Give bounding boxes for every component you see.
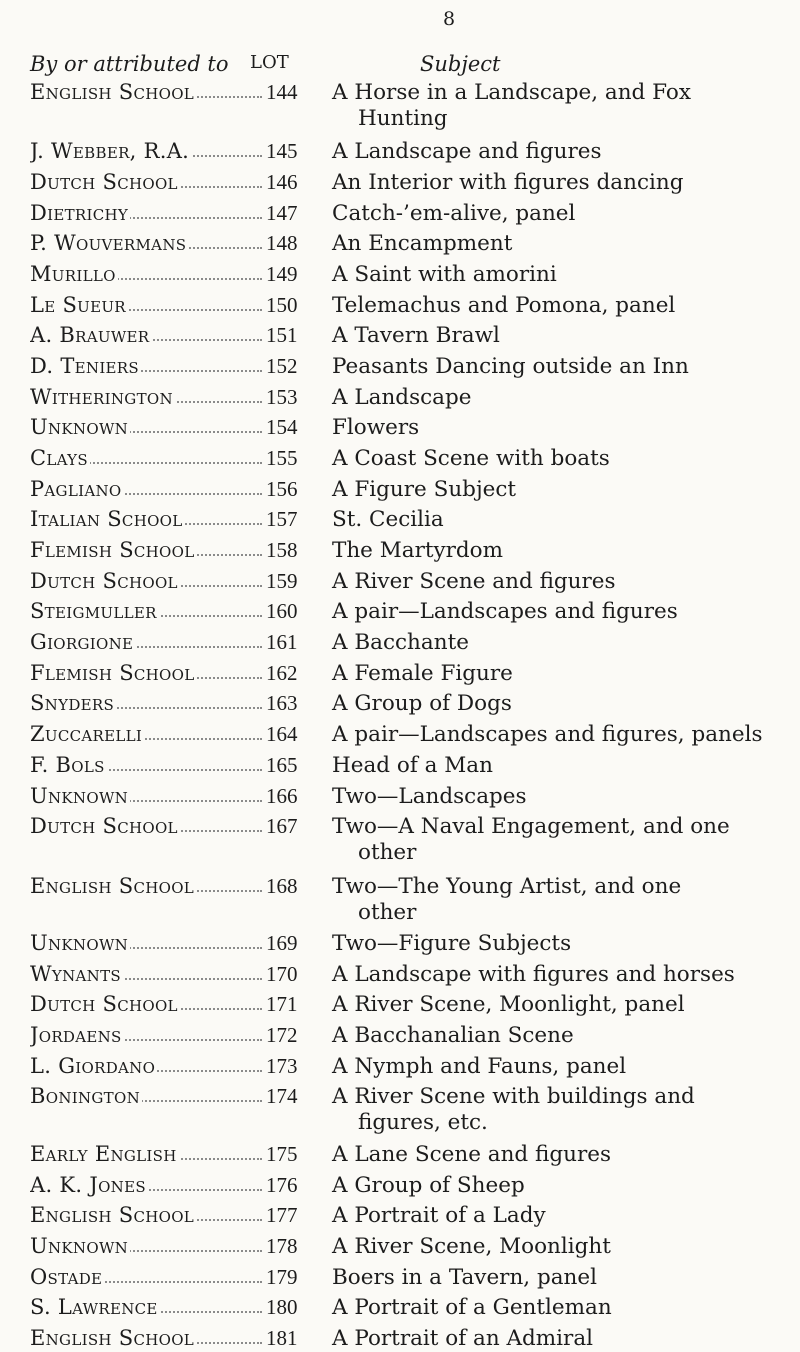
artist-name: Pagliano — [30, 477, 262, 501]
artist-name: English School — [30, 874, 262, 898]
subject-text: Head of a Man — [332, 753, 493, 778]
artist-name: Snyders — [30, 691, 262, 715]
lot-number: 150 — [266, 293, 298, 317]
subject-text: Two—The Young Artist, and one other — [332, 874, 780, 926]
artist-name: English School — [30, 80, 262, 104]
column-header-lot: LOT — [250, 52, 289, 73]
lot-number: 155 — [266, 446, 298, 470]
subject-text: A Landscape — [332, 385, 472, 410]
subject-text: A Bacchanalian Scene — [332, 1023, 574, 1048]
subject-continuation: figures, etc. — [358, 1110, 488, 1135]
artist-name: Unknown — [30, 784, 262, 808]
lot-number: 170 — [266, 962, 298, 986]
subject-text: A Lane Scene and figures — [332, 1142, 612, 1167]
subject-text: St. Cecilia — [332, 507, 444, 532]
artist-name: J. Webber, R.A. — [30, 139, 262, 163]
artist-name: Flemish School — [30, 538, 262, 562]
lot-number: 165 — [266, 753, 298, 777]
lot-number: 160 — [266, 599, 298, 623]
subject-text: A Saint with amorini — [332, 262, 557, 287]
lot-number: 166 — [266, 784, 298, 808]
artist-name: A. Brauwer — [30, 323, 262, 347]
artist-name: F. Bols — [30, 753, 262, 777]
artist-name: Jordaens — [30, 1023, 262, 1047]
lot-number: 178 — [266, 1234, 298, 1258]
subject-text: A Group of Sheep — [332, 1173, 525, 1198]
lot-number: 172 — [266, 1023, 298, 1047]
lot-number: 169 — [266, 931, 298, 955]
artist-name: Italian School — [30, 507, 262, 531]
artist-name: Unknown — [30, 1234, 262, 1258]
lot-number: 173 — [266, 1054, 298, 1078]
subject-continuation: other — [358, 840, 417, 865]
subject-text: Telemachus and Pomona, panel — [332, 293, 676, 318]
subject-text: An Interior with figures dancing — [332, 170, 684, 195]
artist-name: Zuccarelli — [30, 722, 262, 746]
subject-text: A River Scene and figures — [332, 569, 616, 594]
subject-text: A River Scene with buildings and figures, etc. — [332, 1084, 780, 1136]
lot-number: 171 — [266, 992, 298, 1016]
subject-text: A Bacchante — [332, 630, 469, 655]
artist-name: Dietrichy — [30, 201, 262, 225]
subject-text: An Encampment — [332, 231, 513, 256]
lot-number: 159 — [266, 569, 298, 593]
artist-name: Clays — [30, 446, 262, 470]
lot-number: 153 — [266, 385, 298, 409]
subject-text: A Group of Dogs — [332, 691, 512, 716]
subject-continuation: other — [358, 900, 417, 925]
artist-name: Giorgione — [30, 630, 262, 654]
subject-text: A Portrait of a Gentleman — [332, 1295, 612, 1320]
artist-name: Unknown — [30, 415, 262, 439]
lot-number: 174 — [266, 1084, 298, 1108]
page-number: 8 — [443, 8, 456, 30]
subject-text: A Figure Subject — [332, 477, 517, 502]
artist-name: Dutch School — [30, 814, 262, 838]
lot-number: 164 — [266, 722, 298, 746]
artist-name: Bonington — [30, 1084, 262, 1108]
lot-number: 144 — [266, 80, 298, 104]
lot-number: 162 — [266, 661, 298, 685]
subject-text: The Martyrdom — [332, 538, 504, 563]
subject-text: A River Scene, Moonlight — [332, 1234, 611, 1259]
lot-number: 175 — [266, 1142, 298, 1166]
lot-number: 156 — [266, 477, 298, 501]
artist-name: Flemish School — [30, 661, 262, 685]
artist-name: Dutch School — [30, 569, 262, 593]
subject-continuation: Hunting — [358, 106, 448, 131]
artist-name: Steigmuller — [30, 599, 262, 623]
subject-text: A Tavern Brawl — [332, 323, 500, 348]
artist-name: Ostade — [30, 1265, 262, 1289]
artist-name: English School — [30, 1203, 262, 1227]
artist-name: P. Wouvermans — [30, 231, 262, 255]
subject-text: A Nymph and Fauns, panel — [332, 1054, 627, 1079]
subject-text: Boers in a Tavern, panel — [332, 1265, 598, 1290]
artist-name: Dutch School — [30, 992, 262, 1016]
lot-number: 179 — [266, 1265, 298, 1289]
subject-text: A River Scene, Moonlight, panel — [332, 992, 685, 1017]
artist-name: English School — [30, 1326, 262, 1350]
artist-name: A. K. Jones — [30, 1173, 262, 1197]
column-header-subject: Subject — [420, 52, 501, 76]
subject-text: A Landscape and figures — [332, 139, 602, 164]
subject-text: Catch-’em-alive, panel — [332, 201, 576, 226]
artist-name: Unknown — [30, 931, 262, 955]
artist-name: Wynants — [30, 962, 262, 986]
lot-number: 181 — [266, 1326, 298, 1350]
subject-text: Two—Figure Subjects — [332, 931, 572, 956]
subject-text: A Landscape with figures and horses — [332, 962, 735, 987]
lot-number: 168 — [266, 874, 298, 898]
artist-name: Le Sueur — [30, 293, 262, 317]
column-header-artist: By or attributed to — [30, 52, 229, 76]
lot-number: 154 — [266, 415, 298, 439]
lot-number: 157 — [266, 507, 298, 531]
lot-number: 161 — [266, 630, 298, 654]
subject-text: Peasants Dancing outside an Inn — [332, 354, 689, 379]
artist-name: Murillo — [30, 262, 262, 286]
lot-number: 145 — [266, 139, 298, 163]
subject-text: A pair—Landscapes and figures, panels — [332, 722, 763, 747]
artist-name: L. Giordano — [30, 1054, 262, 1078]
subject-text: A pair—Landscapes and figures — [332, 599, 678, 624]
artist-name: S. Lawrence — [30, 1295, 262, 1319]
artist-name: Early English — [30, 1142, 262, 1166]
artist-name: Dutch School — [30, 170, 262, 194]
lot-number: 151 — [266, 323, 298, 347]
artist-name: D. Teniers — [30, 354, 262, 378]
subject-text: Two—Landscapes — [332, 784, 527, 809]
lot-number: 176 — [266, 1173, 298, 1197]
lot-number: 148 — [266, 231, 298, 255]
subject-text: A Female Figure — [332, 661, 513, 686]
subject-text: Flowers — [332, 415, 420, 440]
lot-number: 152 — [266, 354, 298, 378]
lot-number: 149 — [266, 262, 298, 286]
lot-number: 147 — [266, 201, 298, 225]
lot-number: 180 — [266, 1295, 298, 1319]
lot-number: 163 — [266, 691, 298, 715]
lot-number: 167 — [266, 814, 298, 838]
artist-name: Witherington — [30, 385, 262, 409]
subject-text: A Portrait of a Lady — [332, 1203, 546, 1228]
subject-text: A Coast Scene with boats — [332, 446, 610, 471]
lot-number: 177 — [266, 1203, 298, 1227]
subject-text: A Horse in a Landscape, and Fox Hunting — [332, 80, 780, 132]
lot-number: 146 — [266, 170, 298, 194]
subject-text: A Portrait of an Admiral — [332, 1326, 594, 1351]
lot-number: 158 — [266, 538, 298, 562]
subject-text: Two—A Naval Engagement, and one other — [332, 814, 780, 866]
